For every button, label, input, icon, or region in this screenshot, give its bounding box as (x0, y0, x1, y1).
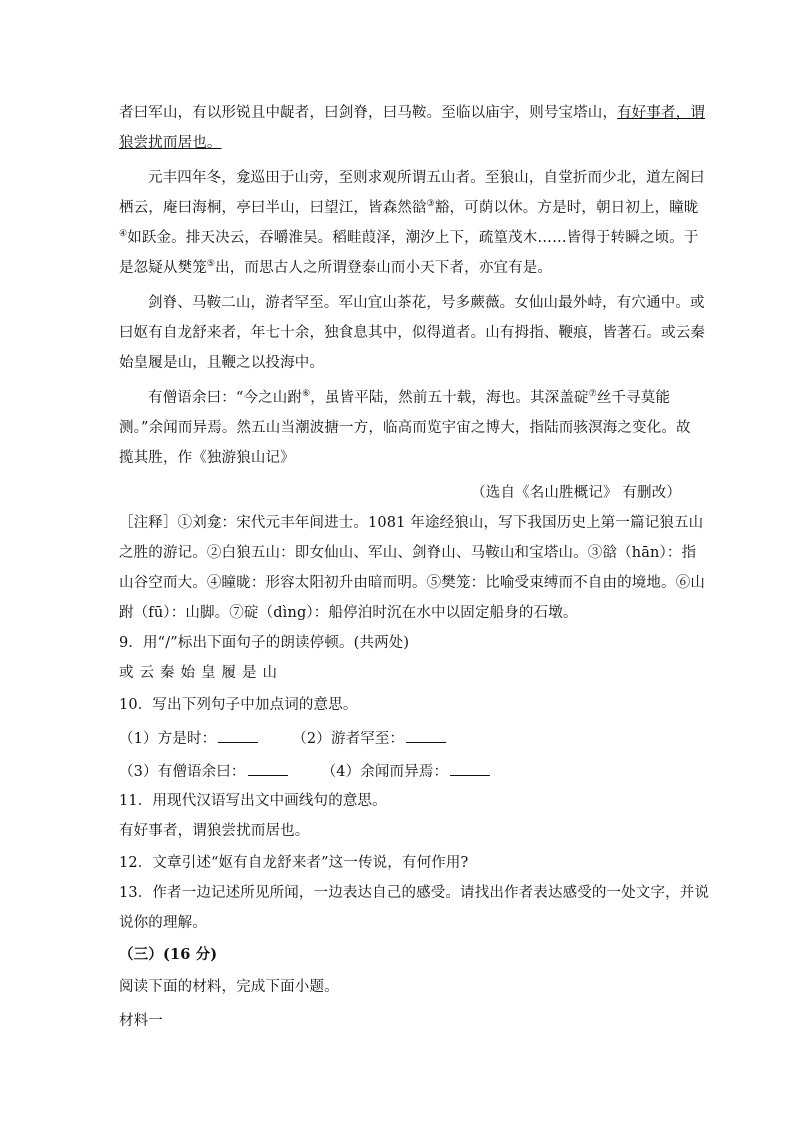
passage-paragraph-4-line-1 (148, 388, 681, 408)
passage-text: 栖云，庵曰海桐，亭曰半山，曰望江，皆森然谽 (119, 200, 427, 216)
question-10-item-1: （1）方是时： (119, 731, 217, 747)
passage-paragraph-3-line-2: 曰妪有自龙舒来者，年七十余，独食息其中，似得道者。山有拇指、鞭痕，皆著石。或云秦 (119, 325, 705, 341)
source-citation: （选自《名山胜概记》 有删改） (471, 485, 681, 501)
passage-text: 丝千寻莫能 (596, 390, 671, 406)
question-11-sentence: 有好事者，谓狼尝扰而居也。 (119, 823, 310, 839)
passage-text: 是忽疑从樊笼 (119, 260, 207, 276)
passage-text: 有僧语余曰：“今之山跗 (148, 390, 303, 406)
answer-blank[interactable] (218, 728, 258, 743)
passage-paragraph-1-line-2 (119, 133, 681, 153)
passage-text: 者曰军山，有以形锐且中龊者，曰剑脊，曰马鞍。至临以庙宇，则号宝塔山， (119, 105, 618, 121)
question-11: 11．用现代汉语写出文中画线句的意思。 (119, 793, 387, 809)
passage-text: 出，而思古人之所谓登泰山而小天下者，亦宜有是。 (215, 260, 553, 276)
question-10-row-2 (119, 761, 681, 781)
question-10-item-4: （4）余闻而异焉： (321, 764, 449, 780)
question-10-item-3: （3）有僧语余曰： (119, 764, 246, 780)
passage-paragraph-4-line-3: 揽其胜，作《独游狼山记》 (119, 450, 295, 466)
passage-paragraph-1-line-1 (119, 103, 706, 123)
question-13-line-1: 13．作者一边记述所见所闻，一边表达自己的感受。请找出作者表达感受的一处文字，并说 (119, 885, 710, 901)
underlined-sentence-part-1: 有好事者，谓 (617, 105, 706, 121)
question-13-line-2: 说你的理解。 (119, 915, 207, 931)
passage-paragraph-3-line-3: 始皇履是山，且鞭之以投海中。 (119, 355, 325, 371)
question-10-row-1 (119, 728, 681, 748)
question-10-item-2: （2）游者罕至： (292, 731, 405, 747)
question-9-sentence: 或云秦始皇履是山 (119, 665, 283, 681)
footnote-marker: ⑦ (588, 389, 597, 400)
answer-blank[interactable] (450, 761, 490, 776)
passage-text: 豁，可荫以休。方是时，朝日初上，瞳昽 (434, 200, 699, 216)
passage-paragraph-3-line-1: 剑脊、马鞍二山，游者罕至。军山宜山茶花，号多蕨薇。女仙山最外峙，有穴通中。或 (148, 295, 705, 311)
passage-paragraph-2-line-3 (119, 228, 699, 248)
section-3-instruction: 阅读下面的材料，完成下面小题。 (119, 979, 339, 995)
question-12: 12．文章引述“妪有自龙舒来者”这一传说，有何作用? (119, 855, 469, 871)
passage-paragraph-2-line-1: 元丰四年冬，龛巡田于山旁，至则求观所谓五山者。至狼山，自堂折而少北，道左阁曰 (148, 170, 705, 186)
footnote-marker: ③ (426, 199, 435, 210)
notes-line-4: 跗（fū）：山脚。⑦碇（dìng）：船停泊时沉在水中以固定船身的石墩。 (119, 605, 578, 621)
question-10: 10．写出下列句子中加点词的意思。 (119, 697, 358, 713)
passage-paragraph-2-line-4 (119, 258, 681, 278)
answer-blank[interactable] (406, 728, 446, 743)
passage-paragraph-4-line-2: 测。”余闻而异焉。然五山当潮波搪一方，临高而览宇宙之博大，指陆而骇溟海之变化。故 (119, 420, 691, 436)
notes-line-1: ［注释］①刘龛：宋代元丰年间进士。1081 年途经狼山，写下我国历史上第一篇记狼五山 (119, 515, 704, 531)
footnote-marker: ⑤ (206, 259, 216, 270)
footnote-marker: ④ (119, 229, 128, 240)
question-9: 9．用“/”标出下面句子的朗读停顿。(共两处) (119, 635, 410, 651)
notes-line-3: 山谷空而大。④瞳昽：形容太阳初升由暗而明。⑤樊笼：比喻受束缚而不自由的境地。⑥山 (119, 575, 705, 591)
answer-blank[interactable] (248, 761, 288, 776)
notes-line-2: 之胜的游记。②白狼五山：即女仙山、军山、剑脊山、马鞍山和宝塔山。③谽（hān）：指 (119, 545, 697, 561)
section-3-heading: （三）(16 分) (119, 946, 218, 963)
passage-text: ，虽皆平陆，然前五十载，海也。其深盖碇 (310, 390, 589, 406)
passage-paragraph-2-line-2 (119, 198, 699, 218)
footnote-marker: ⑥ (302, 389, 311, 400)
passage-text: 如跃金。排天决云，吞嚼淮吴。稻畦葭泽，潮汐上下，疏篁茂木……皆得于转瞬之顷。于 (127, 230, 699, 246)
underlined-sentence-part-2: 狼尝扰而居也。 (119, 135, 222, 151)
material-1-label: 材料一 (119, 1013, 163, 1029)
